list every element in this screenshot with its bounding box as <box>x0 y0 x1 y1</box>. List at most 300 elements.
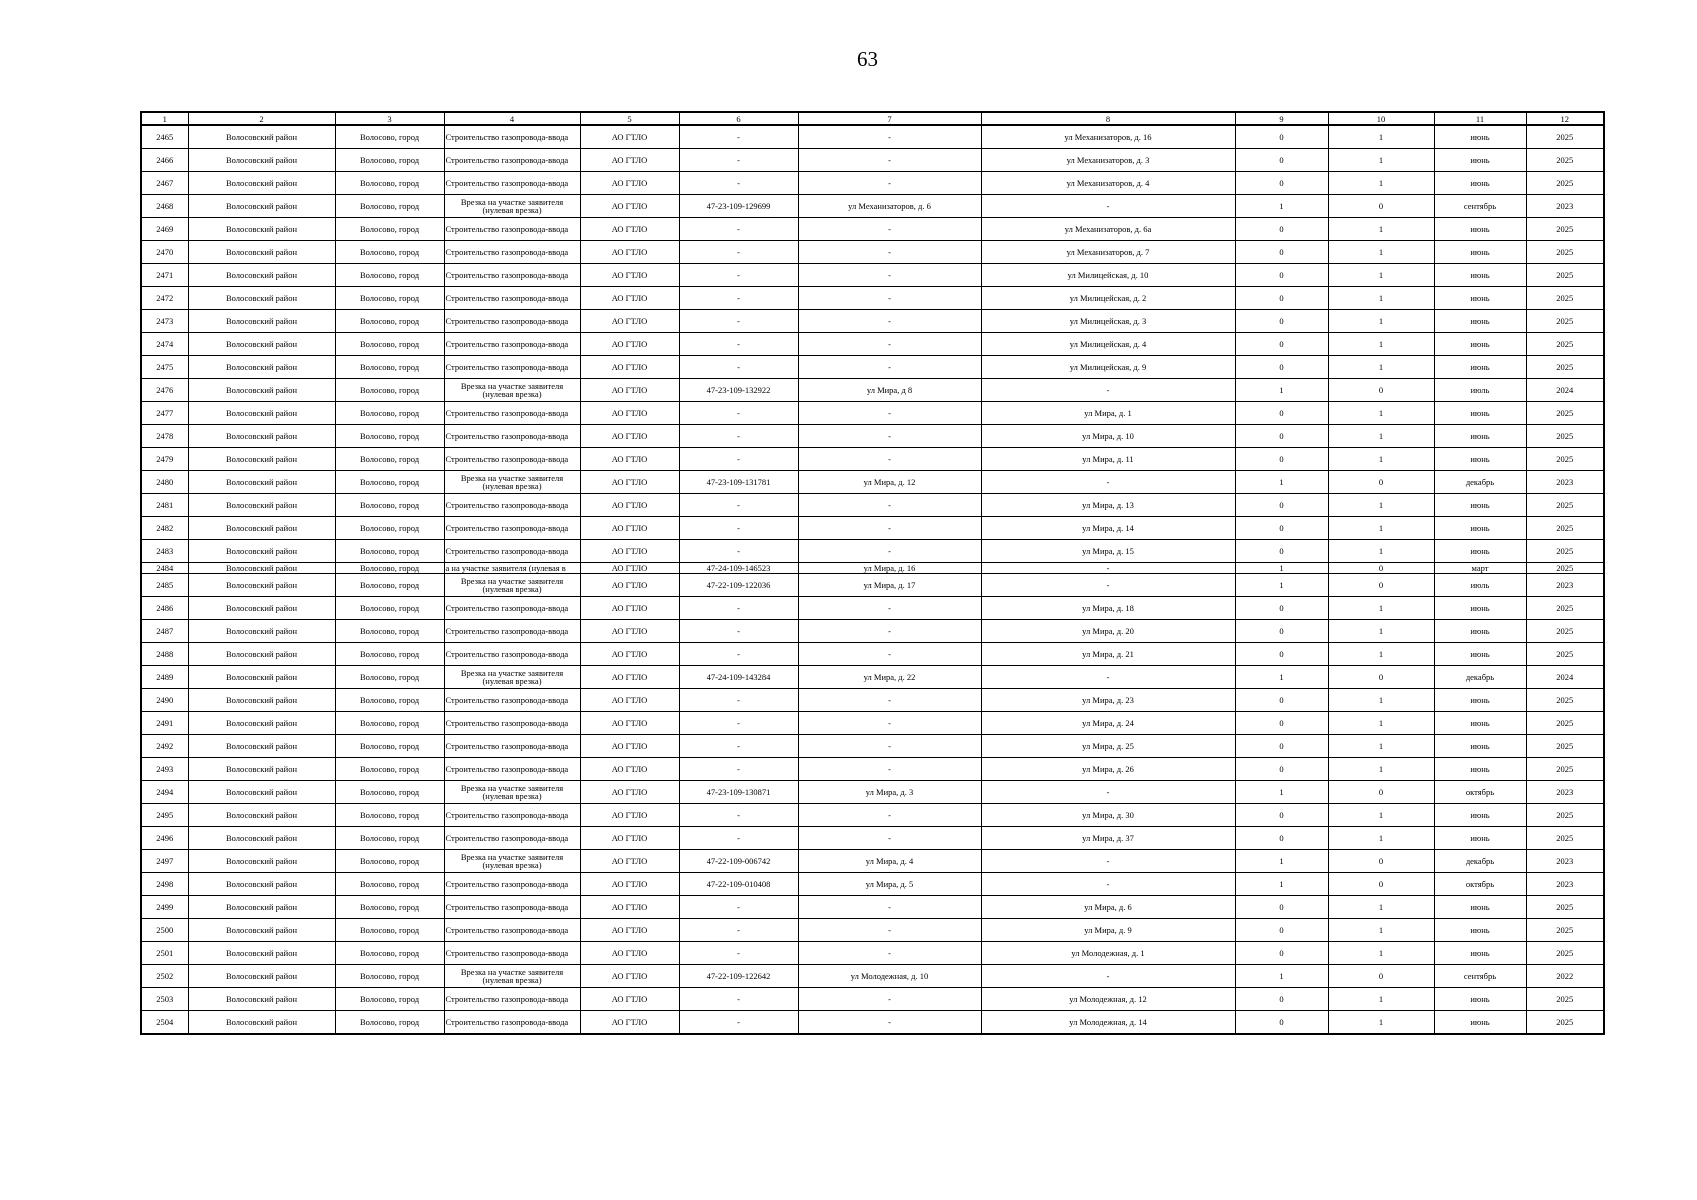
planned-count-cell: 1 <box>1328 172 1434 195</box>
address-cell: - <box>798 287 981 310</box>
district-cell: Волосовский район <box>188 666 335 689</box>
address-cell: - <box>798 896 981 919</box>
district-cell: Волосовский район <box>188 172 335 195</box>
year-cell: 2025 <box>1526 988 1604 1011</box>
table-row <box>141 379 1604 402</box>
address-cell: - <box>798 218 981 241</box>
code-cell: 47-24-109-146523 <box>679 563 798 574</box>
code-cell: - <box>679 448 798 471</box>
table-row <box>141 287 1604 310</box>
work-type-cell: Строительство газопровода-ввода <box>444 620 580 643</box>
locality-cell: Волосово, город <box>335 125 444 149</box>
address-cell: - <box>798 241 981 264</box>
organization-cell: АО ГТЛО <box>580 1011 679 1035</box>
work-type-cell: Строительство газопровода-ввода <box>444 425 580 448</box>
code-cell: - <box>679 1011 798 1035</box>
year-cell: 2025 <box>1526 1011 1604 1035</box>
month-cell: июнь <box>1434 333 1526 356</box>
address-cell: - <box>798 643 981 666</box>
planned-count-cell: 1 <box>1328 643 1434 666</box>
code-cell: - <box>679 597 798 620</box>
count-cell: 0 <box>1235 919 1328 942</box>
row-number: 2472 <box>141 287 188 310</box>
month-cell: июнь <box>1434 241 1526 264</box>
year-cell: 2024 <box>1526 666 1604 689</box>
count-cell: 1 <box>1235 965 1328 988</box>
column-header-2: 2 <box>188 112 335 125</box>
new-address-cell: ул Мира, д. 14 <box>981 517 1235 540</box>
row-number: 2501 <box>141 942 188 965</box>
new-address-cell: ул Мира, д. 11 <box>981 448 1235 471</box>
planned-count-cell: 1 <box>1328 1011 1434 1035</box>
work-type-cell: Строительство газопровода-ввода <box>444 988 580 1011</box>
month-cell: июнь <box>1434 540 1526 563</box>
district-cell: Волосовский район <box>188 218 335 241</box>
district-cell: Волосовский район <box>188 712 335 735</box>
row-number: 2499 <box>141 896 188 919</box>
code-cell: - <box>679 758 798 781</box>
district-cell: Волосовский район <box>188 356 335 379</box>
district-cell: Волосовский район <box>188 827 335 850</box>
district-cell: Волосовский район <box>188 988 335 1011</box>
code-cell: 47-24-109-143284 <box>679 666 798 689</box>
row-number: 2488 <box>141 643 188 666</box>
work-type-cell: Строительство газопровода-ввода <box>444 218 580 241</box>
table-row <box>141 471 1604 494</box>
locality-cell: Волосово, город <box>335 149 444 172</box>
code-cell: - <box>679 517 798 540</box>
table-row <box>141 620 1604 643</box>
year-cell: 2023 <box>1526 781 1604 804</box>
new-address-cell: - <box>981 965 1235 988</box>
row-number: 2487 <box>141 620 188 643</box>
count-cell: 0 <box>1235 333 1328 356</box>
address-cell: - <box>798 620 981 643</box>
new-address-cell: - <box>981 574 1235 597</box>
work-type-cell: Строительство газопровода-ввода <box>444 287 580 310</box>
address-cell: - <box>798 356 981 379</box>
locality-cell: Волосово, город <box>335 333 444 356</box>
table-row <box>141 149 1604 172</box>
work-type-cell: Строительство газопровода-ввода <box>444 643 580 666</box>
locality-cell: Волосово, город <box>335 689 444 712</box>
count-cell: 0 <box>1235 172 1328 195</box>
row-number: 2500 <box>141 919 188 942</box>
locality-cell: Волосово, город <box>335 735 444 758</box>
organization-cell: АО ГТЛО <box>580 172 679 195</box>
row-number: 2478 <box>141 425 188 448</box>
planned-count-cell: 1 <box>1328 827 1434 850</box>
work-type-cell: Врезка на участке заявителя (нулевая врезка) <box>444 574 580 597</box>
organization-cell: АО ГТЛО <box>580 827 679 850</box>
year-cell: 2025 <box>1526 827 1604 850</box>
month-cell: июнь <box>1434 620 1526 643</box>
month-cell: июнь <box>1434 735 1526 758</box>
code-cell: 47-22-109-010408 <box>679 873 798 896</box>
planned-count-cell: 0 <box>1328 965 1434 988</box>
table-row <box>141 425 1604 448</box>
new-address-cell: - <box>981 873 1235 896</box>
row-number: 2483 <box>141 540 188 563</box>
month-cell: март <box>1434 563 1526 574</box>
planned-count-cell: 1 <box>1328 241 1434 264</box>
address-cell: - <box>798 494 981 517</box>
code-cell: - <box>679 218 798 241</box>
count-cell: 0 <box>1235 218 1328 241</box>
locality-cell: Волосово, город <box>335 850 444 873</box>
year-cell: 2023 <box>1526 873 1604 896</box>
address-cell: ул Мира, д. 12 <box>798 471 981 494</box>
district-cell: Волосовский район <box>188 425 335 448</box>
year-cell: 2025 <box>1526 149 1604 172</box>
row-number: 2482 <box>141 517 188 540</box>
district-cell: Волосовский район <box>188 919 335 942</box>
locality-cell: Волосово, город <box>335 942 444 965</box>
locality-cell: Волосово, город <box>335 471 444 494</box>
locality-cell: Волосово, город <box>335 827 444 850</box>
month-cell: июнь <box>1434 448 1526 471</box>
row-number: 2484 <box>141 563 188 574</box>
district-cell: Волосовский район <box>188 195 335 218</box>
work-type-cell: Строительство газопровода-ввода <box>444 758 580 781</box>
locality-cell: Волосово, город <box>335 896 444 919</box>
district-cell: Волосовский район <box>188 804 335 827</box>
planned-count-cell: 1 <box>1328 218 1434 241</box>
code-cell: - <box>679 827 798 850</box>
locality-cell: Волосово, город <box>335 287 444 310</box>
row-number: 2489 <box>141 666 188 689</box>
organization-cell: АО ГТЛО <box>580 149 679 172</box>
planned-count-cell: 0 <box>1328 850 1434 873</box>
organization-cell: АО ГТЛО <box>580 241 679 264</box>
planned-count-cell: 1 <box>1328 149 1434 172</box>
table-row <box>141 218 1604 241</box>
work-type-cell: Строительство газопровода-ввода <box>444 540 580 563</box>
planned-count-cell: 1 <box>1328 712 1434 735</box>
month-cell: июнь <box>1434 689 1526 712</box>
organization-cell: АО ГТЛО <box>580 287 679 310</box>
code-cell: 47-23-109-129699 <box>679 195 798 218</box>
planned-count-cell: 1 <box>1328 356 1434 379</box>
year-cell: 2025 <box>1526 942 1604 965</box>
column-header-12: 12 <box>1526 112 1604 125</box>
locality-cell: Волосово, город <box>335 804 444 827</box>
work-type-cell: Строительство газопровода-ввода <box>444 310 580 333</box>
district-cell: Волосовский район <box>188 310 335 333</box>
count-cell: 0 <box>1235 241 1328 264</box>
new-address-cell: ул Мира, д. 10 <box>981 425 1235 448</box>
year-cell: 2023 <box>1526 471 1604 494</box>
new-address-cell: ул Милицейская, д. 3 <box>981 310 1235 333</box>
table-row <box>141 942 1604 965</box>
row-number: 2476 <box>141 379 188 402</box>
code-cell: - <box>679 125 798 149</box>
code-cell: 47-23-109-130871 <box>679 781 798 804</box>
planned-count-cell: 1 <box>1328 448 1434 471</box>
new-address-cell: ул Мира, д. 37 <box>981 827 1235 850</box>
organization-cell: АО ГТЛО <box>580 310 679 333</box>
row-number: 2494 <box>141 781 188 804</box>
count-cell: 1 <box>1235 666 1328 689</box>
planned-count-cell: 1 <box>1328 125 1434 149</box>
year-cell: 2025 <box>1526 804 1604 827</box>
new-address-cell: ул Мира, д. 30 <box>981 804 1235 827</box>
table-row <box>141 827 1604 850</box>
new-address-cell: ул Механизаторов, д. 4 <box>981 172 1235 195</box>
code-cell: - <box>679 896 798 919</box>
new-address-cell: ул Механизаторов, д. 7 <box>981 241 1235 264</box>
work-type-cell: Строительство газопровода-ввода <box>444 264 580 287</box>
table-row <box>141 850 1604 873</box>
month-cell: октябрь <box>1434 781 1526 804</box>
code-cell: 47-22-109-122642 <box>679 965 798 988</box>
work-type-cell: Строительство газопровода-ввода <box>444 448 580 471</box>
count-cell: 1 <box>1235 873 1328 896</box>
month-cell: июнь <box>1434 310 1526 333</box>
year-cell: 2025 <box>1526 356 1604 379</box>
new-address-cell: ул Мира, д. 26 <box>981 758 1235 781</box>
row-number: 2491 <box>141 712 188 735</box>
planned-count-cell: 1 <box>1328 758 1434 781</box>
work-type-cell: Врезка на участке заявителя (нулевая врезка) <box>444 850 580 873</box>
row-number: 2485 <box>141 574 188 597</box>
new-address-cell: - <box>981 666 1235 689</box>
planned-count-cell: 1 <box>1328 942 1434 965</box>
year-cell: 2025 <box>1526 494 1604 517</box>
column-header-8: 8 <box>981 112 1235 125</box>
year-cell: 2025 <box>1526 218 1604 241</box>
table-row <box>141 333 1604 356</box>
year-cell: 2025 <box>1526 172 1604 195</box>
row-number: 2493 <box>141 758 188 781</box>
table-row <box>141 264 1604 287</box>
month-cell: июль <box>1434 574 1526 597</box>
table-row <box>141 666 1604 689</box>
district-cell: Волосовский район <box>188 758 335 781</box>
locality-cell: Волосово, город <box>335 988 444 1011</box>
row-number: 2490 <box>141 689 188 712</box>
new-address-cell: ул Молодежная, д. 1 <box>981 942 1235 965</box>
count-cell: 0 <box>1235 540 1328 563</box>
work-type-cell: Врезка на участке заявителя (нулевая врезка) <box>444 666 580 689</box>
new-address-cell: ул Молодежная, д. 14 <box>981 1011 1235 1035</box>
month-cell: июнь <box>1434 643 1526 666</box>
count-cell: 0 <box>1235 988 1328 1011</box>
organization-cell: АО ГТЛО <box>580 540 679 563</box>
column-header-1: 1 <box>141 112 188 125</box>
month-cell: июнь <box>1434 597 1526 620</box>
district-cell: Волосовский район <box>188 379 335 402</box>
year-cell: 2025 <box>1526 448 1604 471</box>
organization-cell: АО ГТЛО <box>580 735 679 758</box>
new-address-cell: ул Молодежная, д. 12 <box>981 988 1235 1011</box>
organization-cell: АО ГТЛО <box>580 712 679 735</box>
new-address-cell: - <box>981 471 1235 494</box>
new-address-cell: ул Мира, д. 23 <box>981 689 1235 712</box>
locality-cell: Волосово, город <box>335 563 444 574</box>
year-cell: 2025 <box>1526 425 1604 448</box>
planned-count-cell: 0 <box>1328 471 1434 494</box>
code-cell: 47-22-109-122036 <box>679 574 798 597</box>
address-cell: - <box>798 804 981 827</box>
organization-cell: АО ГТЛО <box>580 643 679 666</box>
organization-cell: АО ГТЛО <box>580 379 679 402</box>
count-cell: 0 <box>1235 712 1328 735</box>
row-number: 2465 <box>141 125 188 149</box>
count-cell: 0 <box>1235 1011 1328 1035</box>
column-header-6: 6 <box>679 112 798 125</box>
planned-count-cell: 1 <box>1328 425 1434 448</box>
locality-cell: Волосово, город <box>335 218 444 241</box>
code-cell: - <box>679 333 798 356</box>
locality-cell: Волосово, город <box>335 517 444 540</box>
address-cell: - <box>798 735 981 758</box>
year-cell: 2022 <box>1526 965 1604 988</box>
district-cell: Волосовский район <box>188 264 335 287</box>
work-type-cell: Строительство газопровода-ввода <box>444 712 580 735</box>
row-number: 2498 <box>141 873 188 896</box>
address-cell: - <box>798 827 981 850</box>
planned-count-cell: 1 <box>1328 988 1434 1011</box>
organization-cell: АО ГТЛО <box>580 494 679 517</box>
planned-count-cell: 1 <box>1328 494 1434 517</box>
code-cell: - <box>679 919 798 942</box>
table-row <box>141 125 1604 149</box>
table-body <box>141 112 1604 1034</box>
new-address-cell: ул Милицейская, д. 9 <box>981 356 1235 379</box>
address-cell: - <box>798 689 981 712</box>
year-cell: 2025 <box>1526 597 1604 620</box>
table-row <box>141 597 1604 620</box>
count-cell: 0 <box>1235 643 1328 666</box>
address-cell: - <box>798 125 981 149</box>
year-cell: 2025 <box>1526 287 1604 310</box>
work-type-cell: Строительство газопровода-ввода <box>444 172 580 195</box>
count-cell: 1 <box>1235 574 1328 597</box>
organization-cell: АО ГТЛО <box>580 125 679 149</box>
organization-cell: АО ГТЛО <box>580 517 679 540</box>
code-cell: - <box>679 643 798 666</box>
month-cell: июль <box>1434 379 1526 402</box>
address-cell: - <box>798 264 981 287</box>
district-cell: Волосовский район <box>188 448 335 471</box>
code-cell: 47-23-109-131781 <box>679 471 798 494</box>
address-cell: - <box>798 149 981 172</box>
work-type-cell: Строительство газопровода-ввода <box>444 873 580 896</box>
address-cell: - <box>798 310 981 333</box>
count-cell: 1 <box>1235 850 1328 873</box>
code-cell: - <box>679 494 798 517</box>
month-cell: июнь <box>1434 827 1526 850</box>
organization-cell: АО ГТЛО <box>580 471 679 494</box>
locality-cell: Волосово, город <box>335 919 444 942</box>
year-cell: 2025 <box>1526 712 1604 735</box>
row-number: 2470 <box>141 241 188 264</box>
work-type-cell: Врезка на участке заявителя (нулевая врезка) <box>444 195 580 218</box>
locality-cell: Волосово, город <box>335 241 444 264</box>
table-row <box>141 804 1604 827</box>
year-cell: 2025 <box>1526 919 1604 942</box>
district-cell: Волосовский район <box>188 620 335 643</box>
locality-cell: Волосово, город <box>335 195 444 218</box>
address-cell: - <box>798 425 981 448</box>
organization-cell: АО ГТЛО <box>580 689 679 712</box>
new-address-cell: - <box>981 379 1235 402</box>
month-cell: июнь <box>1434 149 1526 172</box>
year-cell: 2025 <box>1526 540 1604 563</box>
year-cell: 2025 <box>1526 643 1604 666</box>
locality-cell: Волосово, город <box>335 965 444 988</box>
organization-cell: АО ГТЛО <box>580 356 679 379</box>
count-cell: 0 <box>1235 448 1328 471</box>
planned-count-cell: 0 <box>1328 781 1434 804</box>
planned-count-cell: 1 <box>1328 333 1434 356</box>
count-cell: 1 <box>1235 563 1328 574</box>
row-number: 2477 <box>141 402 188 425</box>
organization-cell: АО ГТЛО <box>580 597 679 620</box>
planned-count-cell: 0 <box>1328 666 1434 689</box>
organization-cell: АО ГТЛО <box>580 563 679 574</box>
locality-cell: Волосово, город <box>335 873 444 896</box>
row-number: 2475 <box>141 356 188 379</box>
work-type-cell: Строительство газопровода-ввода <box>444 804 580 827</box>
table-row <box>141 310 1604 333</box>
address-cell: - <box>798 172 981 195</box>
table-row <box>141 712 1604 735</box>
new-address-cell: ул Мира, д. 24 <box>981 712 1235 735</box>
month-cell: июнь <box>1434 942 1526 965</box>
district-cell: Волосовский район <box>188 333 335 356</box>
work-type-cell: Строительство газопровода-ввода <box>444 149 580 172</box>
month-cell: сентябрь <box>1434 965 1526 988</box>
count-cell: 0 <box>1235 264 1328 287</box>
code-cell: 47-23-109-132922 <box>679 379 798 402</box>
count-cell: 0 <box>1235 758 1328 781</box>
month-cell: июнь <box>1434 356 1526 379</box>
planned-count-cell: 1 <box>1328 919 1434 942</box>
row-number: 2469 <box>141 218 188 241</box>
count-cell: 0 <box>1235 125 1328 149</box>
row-number: 2504 <box>141 1011 188 1035</box>
table-row <box>141 988 1604 1011</box>
row-number: 2467 <box>141 172 188 195</box>
row-number: 2495 <box>141 804 188 827</box>
locality-cell: Волосово, город <box>335 574 444 597</box>
table-row <box>141 1011 1604 1035</box>
column-header-9: 9 <box>1235 112 1328 125</box>
district-cell: Волосовский район <box>188 517 335 540</box>
year-cell: 2025 <box>1526 517 1604 540</box>
new-address-cell: ул Мира, д. 13 <box>981 494 1235 517</box>
year-cell: 2025 <box>1526 620 1604 643</box>
work-type-cell: Строительство газопровода-ввода <box>444 919 580 942</box>
address-cell: - <box>798 597 981 620</box>
month-cell: сентябрь <box>1434 195 1526 218</box>
row-number: 2502 <box>141 965 188 988</box>
district-cell: Волосовский район <box>188 850 335 873</box>
row-number: 2479 <box>141 448 188 471</box>
year-cell: 2025 <box>1526 264 1604 287</box>
address-cell: ул Мира, д. 16 <box>798 563 981 574</box>
new-address-cell: - <box>981 850 1235 873</box>
planned-count-cell: 0 <box>1328 873 1434 896</box>
work-type-cell: Строительство газопровода-ввода <box>444 125 580 149</box>
work-type-cell: Строительство газопровода-ввода <box>444 1011 580 1035</box>
planned-count-cell: 0 <box>1328 195 1434 218</box>
district-cell: Волосовский район <box>188 597 335 620</box>
organization-cell: АО ГТЛО <box>580 574 679 597</box>
planned-count-cell: 1 <box>1328 804 1434 827</box>
